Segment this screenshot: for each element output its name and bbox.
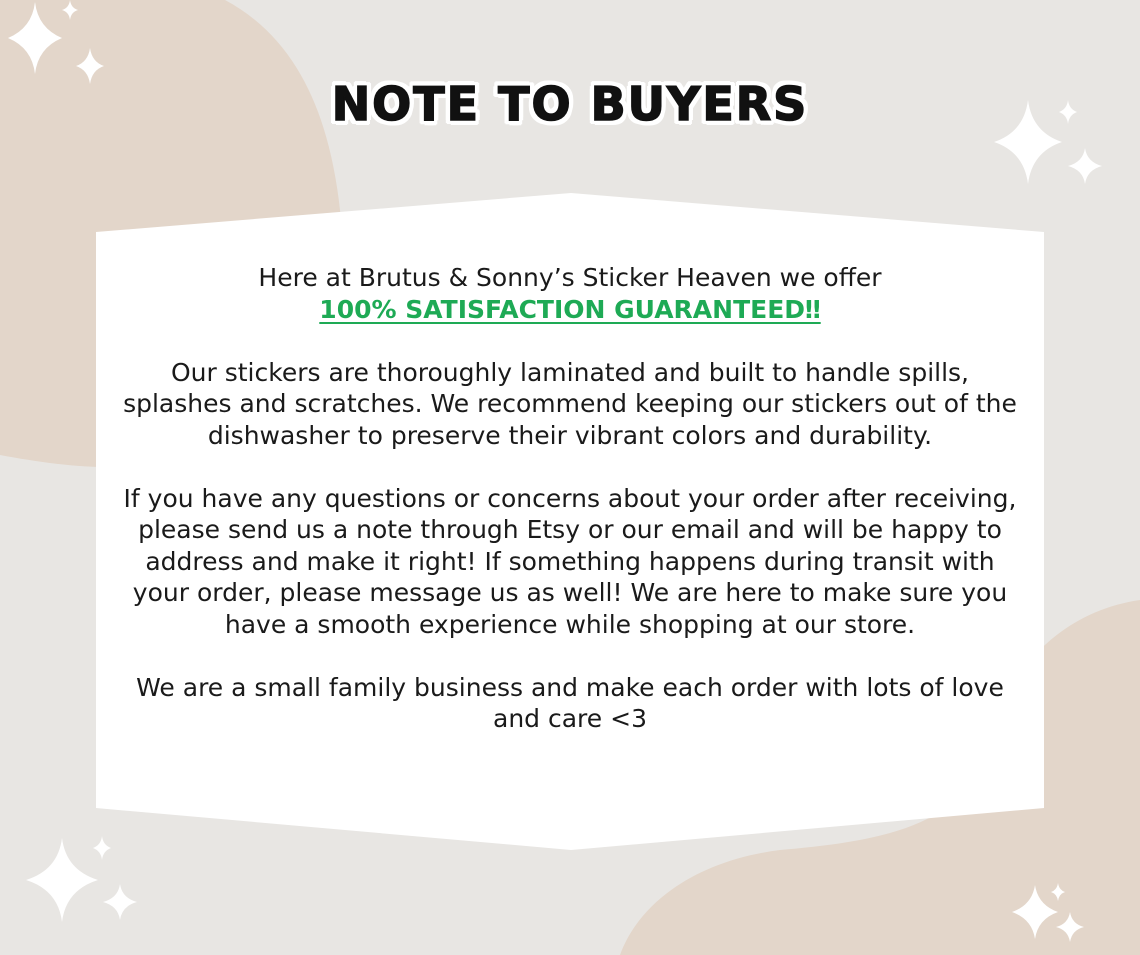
questions-paragraph: If you have any questions or concerns about your order after receiving, please send us a note through Etsy or our email and will be happy to address and make it right! If something happens during transit with your order, please message us as well! We are here to make sure you have a smooth experience while shopping at our store. <box>123 483 1017 639</box>
intro-line: Here at Brutus & Sonny’s Sticker Heaven we offer <box>258 263 882 292</box>
page-title: NOTE TO BUYERS <box>331 77 809 131</box>
intro-paragraph <box>120 262 1020 325</box>
note-content <box>120 262 1020 735</box>
satisfaction-guarantee: 100% SATISFACTION GUARANTEED‼ <box>319 294 821 324</box>
family-paragraph: We are a small family business and make each order with lots of love and care <3 <box>136 672 1004 733</box>
care-paragraph: Our stickers are thoroughly laminated and built to handle spills, splashes and scratches. We recommend keeping our stickers out of the dishwasher to preserve their vibrant colors and durability. <box>123 357 1017 450</box>
